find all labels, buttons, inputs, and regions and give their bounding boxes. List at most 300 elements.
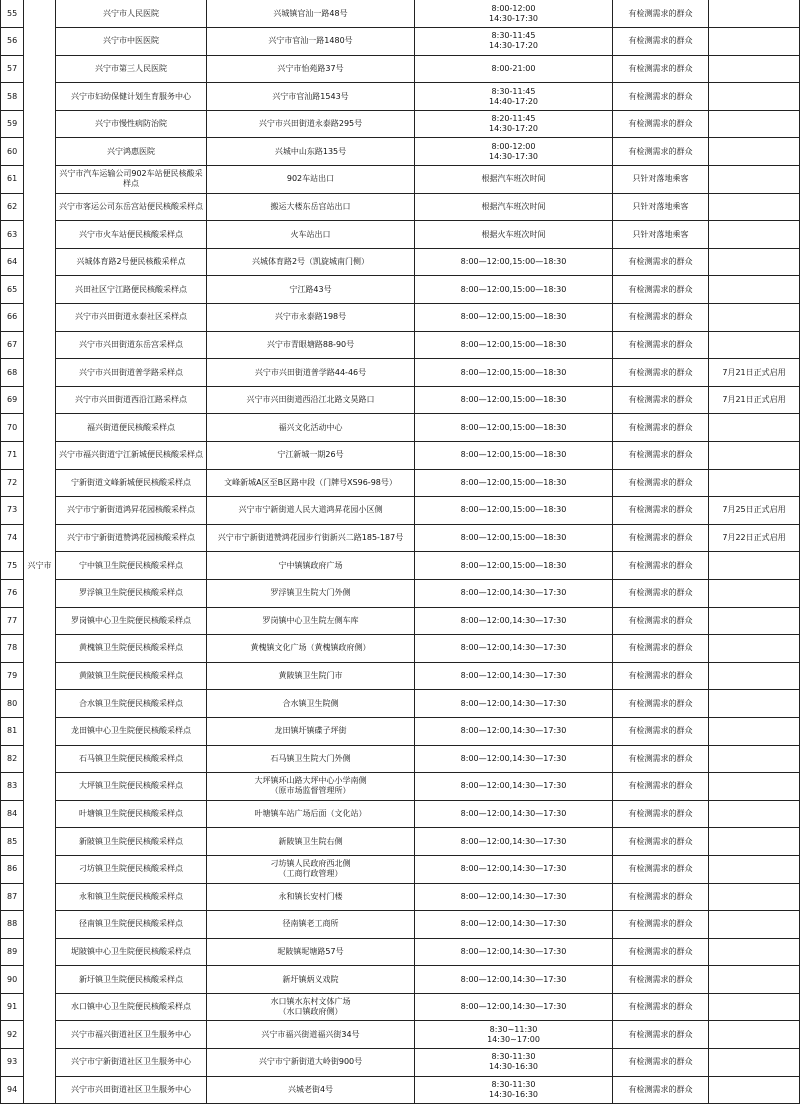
service-hours (415, 442, 613, 470)
time-line: 14:30~17:00 (487, 1034, 540, 1044)
service-hours (415, 83, 613, 111)
service-hours (415, 635, 613, 663)
time-line: 8:00—12:00,15:00—18:30 (460, 560, 567, 570)
time-line: 8:00—12:00,14:30—17:30 (460, 1002, 567, 1012)
remark (709, 662, 800, 690)
table-row (1, 55, 800, 83)
row-number: 86 (1, 855, 24, 883)
time-line: 8:00—12:00,15:00—18:30 (460, 533, 567, 543)
time-line: 8:00-21:00 (491, 63, 536, 73)
site-name: 兴宁市人民医院 (56, 0, 207, 28)
service-scope: 有检测需求的群众 (613, 773, 709, 801)
service-scope: 有检测需求的群众 (613, 276, 709, 304)
site-address: 宁江新城一期26号 (207, 442, 415, 470)
service-hours (415, 276, 613, 304)
row-number: 62 (1, 193, 24, 221)
city-cell (24, 497, 56, 525)
service-scope: 有检测需求的群众 (613, 55, 709, 83)
site-address (207, 855, 415, 883)
time-line: 8:00—12:00,14:30—17:30 (460, 836, 567, 846)
remark (709, 166, 800, 194)
table-row (1, 828, 800, 856)
service-scope: 有检测需求的群众 (613, 1021, 709, 1049)
time-line: 8:30-11:30 (491, 1079, 536, 1089)
service-scope: 有检测需求的群众 (613, 28, 709, 56)
time-line: 8:00—12:00,15:00—18:30 (460, 422, 567, 432)
city-cell (24, 911, 56, 939)
site-name: 合水镇卫生院便民核酸采样点 (56, 690, 207, 718)
service-scope: 有检测需求的群众 (613, 745, 709, 773)
service-hours (415, 110, 613, 138)
service-scope: 有检测需求的群众 (613, 304, 709, 332)
remark (709, 138, 800, 166)
city-cell (24, 773, 56, 801)
site-address: 石马镇卫生院大门外侧 (207, 745, 415, 773)
service-hours (415, 662, 613, 690)
city-cell (24, 83, 56, 111)
table-row (1, 83, 800, 111)
site-name: 兴宁市宁新街道社区卫生服务中心 (56, 1049, 207, 1077)
service-scope: 有检测需求的群众 (613, 690, 709, 718)
table-row (1, 1049, 800, 1077)
site-address: 黄陂镇卫生院门市 (207, 662, 415, 690)
site-name: 兴宁市宁新街道鸿昇花园核酸采样点 (56, 497, 207, 525)
city-cell (24, 469, 56, 497)
row-number: 76 (1, 579, 24, 607)
site-name: 兴宁市宁新街道赞鸿花园核酸采样点 (56, 524, 207, 552)
row-number: 82 (1, 745, 24, 773)
row-number: 56 (1, 28, 24, 56)
remark (709, 28, 800, 56)
table-row (1, 800, 800, 828)
row-number: 55 (1, 0, 24, 28)
remark (709, 828, 800, 856)
row-number: 61 (1, 166, 24, 194)
site-address: 兴城老街4号 (207, 1076, 415, 1104)
service-scope: 只针对落地乘客 (613, 193, 709, 221)
service-hours (415, 193, 613, 221)
time-line: 8:00—12:00,14:30—17:30 (460, 726, 567, 736)
remark (709, 717, 800, 745)
time-line: 8:00—12:00,15:00—18:30 (460, 450, 567, 460)
service-hours (415, 248, 613, 276)
time-line: 14:40-17:20 (489, 96, 538, 106)
remark (709, 690, 800, 718)
service-hours (415, 855, 613, 883)
site-address: 合水镇卫生院侧 (207, 690, 415, 718)
row-number: 71 (1, 442, 24, 470)
time-line: 8:00—12:00,14:30—17:30 (460, 698, 567, 708)
remark (709, 304, 800, 332)
service-hours (415, 469, 613, 497)
remark (709, 1049, 800, 1077)
row-number: 74 (1, 524, 24, 552)
service-scope: 有检测需求的群众 (613, 717, 709, 745)
remark (709, 83, 800, 111)
time-line: 8:00-12:00 (491, 141, 536, 151)
city-cell (24, 28, 56, 56)
table-row (1, 469, 800, 497)
service-scope: 有检测需求的群众 (613, 497, 709, 525)
table-row (1, 28, 800, 56)
site-name: 兴宁市慢性病防治院 (56, 110, 207, 138)
table-row (1, 883, 800, 911)
city-cell (24, 993, 56, 1021)
city-cell (24, 166, 56, 194)
table-row (1, 855, 800, 883)
city-cell (24, 0, 56, 28)
time-line: 14:30-16:30 (489, 1062, 538, 1072)
city-cell (24, 579, 56, 607)
site-address: 径南镇老工商所 (207, 911, 415, 939)
row-number: 70 (1, 414, 24, 442)
remark (709, 635, 800, 663)
service-scope: 有检测需求的群众 (613, 607, 709, 635)
service-scope: 有检测需求的群众 (613, 83, 709, 111)
time-line: 8:00—12:00,15:00—18:30 (460, 505, 567, 515)
site-name: 兴宁市福兴街道宁江新城便民核酸采样点 (56, 442, 207, 470)
site-address: 新陂镇卫生院右侧 (207, 828, 415, 856)
remark (709, 883, 800, 911)
site-name: 黄陂镇卫生院便民核酸采样点 (56, 662, 207, 690)
service-hours (415, 414, 613, 442)
site-name: 龙田镇中心卫生院便民核酸采样点 (56, 717, 207, 745)
row-number: 78 (1, 635, 24, 663)
site-address: 兴宁市青眼塘路88-90号 (207, 331, 415, 359)
service-hours (415, 690, 613, 718)
site-address: 兴宁市兴田街道西沿江北路文昊路口 (207, 386, 415, 414)
site-address: 兴宁市宁新街道人民大道鸿昇花园小区侧 (207, 497, 415, 525)
site-name: 永和镇卫生院便民核酸采样点 (56, 883, 207, 911)
service-hours (415, 883, 613, 911)
service-scope: 有检测需求的群众 (613, 828, 709, 856)
service-hours (415, 386, 613, 414)
service-hours (415, 717, 613, 745)
site-name: 坭陂镇中心卫生院便民核酸采样点 (56, 938, 207, 966)
service-hours (415, 138, 613, 166)
service-hours (415, 359, 613, 387)
service-scope: 有检测需求的群众 (613, 966, 709, 994)
remark (709, 911, 800, 939)
site-address: 902车站出口 (207, 166, 415, 194)
row-number: 59 (1, 110, 24, 138)
city-cell (24, 938, 56, 966)
row-number: 72 (1, 469, 24, 497)
city-cell (24, 745, 56, 773)
table-row (1, 552, 800, 580)
remark (709, 993, 800, 1021)
service-scope: 有检测需求的群众 (613, 414, 709, 442)
site-name: 兴宁市兴田街道西沿江路采样点 (56, 386, 207, 414)
site-name: 福兴街道便民核酸采样点 (56, 414, 207, 442)
row-number: 90 (1, 966, 24, 994)
service-scope: 有检测需求的群众 (613, 552, 709, 580)
time-line: 8:00—12:00,14:30—17:30 (460, 753, 567, 763)
row-number: 91 (1, 993, 24, 1021)
city-cell (24, 276, 56, 304)
row-number: 83 (1, 773, 24, 801)
time-line: 8:00—12:00,15:00—18:30 (460, 477, 567, 487)
time-line: 8:00—12:00,14:30—17:30 (460, 671, 567, 681)
row-number: 88 (1, 911, 24, 939)
site-name: 兴宁市妇幼保健计划生育服务中心 (56, 83, 207, 111)
time-line: 14:30-17:20 (489, 124, 538, 134)
city-cell (24, 442, 56, 470)
remark (709, 0, 800, 28)
service-hours (415, 966, 613, 994)
table-row (1, 221, 800, 249)
table-row (1, 276, 800, 304)
time-line: 8:00—12:00,15:00—18:30 (460, 367, 567, 377)
row-number: 77 (1, 607, 24, 635)
remark (709, 110, 800, 138)
service-hours (415, 1021, 613, 1049)
city-cell (24, 966, 56, 994)
service-scope: 有检测需求的群众 (613, 331, 709, 359)
time-line: 14:30-17:30 (489, 13, 538, 23)
service-scope: 有检测需求的群众 (613, 1049, 709, 1077)
remark: 7月21日正式启用 (709, 386, 800, 414)
site-address: 坭陂镇坭塘路57号 (207, 938, 415, 966)
site-name: 兴宁市兴田街道东岳宫采样点 (56, 331, 207, 359)
site-address: 新圩镇炳义戏院 (207, 966, 415, 994)
row-number: 87 (1, 883, 24, 911)
city-cell (24, 221, 56, 249)
address-line: （工商行政管理） (278, 869, 343, 879)
time-line: 8:30-11:45 (491, 86, 536, 96)
service-scope: 有检测需求的群众 (613, 662, 709, 690)
site-name: 兴宁市汽车运输公司902车站便民核酸采样点 (56, 166, 207, 194)
site-address: 龙田镇圩镇碟子坪街 (207, 717, 415, 745)
table-row (1, 1021, 800, 1049)
row-number: 81 (1, 717, 24, 745)
row-number: 65 (1, 276, 24, 304)
service-hours (415, 221, 613, 249)
city-cell (24, 607, 56, 635)
table-row (1, 0, 800, 28)
remark (709, 800, 800, 828)
time-line: 8:00-12:00 (491, 3, 536, 13)
time-line: 8:30-11:45 (491, 31, 536, 41)
time-line: 根据汽车班次时间 (481, 201, 546, 211)
city-cell (24, 110, 56, 138)
time-line: 8:00—12:00,14:30—17:30 (460, 643, 567, 653)
table-row (1, 497, 800, 525)
time-line: 8:00—12:00,14:30—17:30 (460, 809, 567, 819)
time-line: 14:30-17:30 (489, 151, 538, 161)
row-number: 57 (1, 55, 24, 83)
site-name: 新圩镇卫生院便民核酸采样点 (56, 966, 207, 994)
service-hours (415, 607, 613, 635)
row-number: 79 (1, 662, 24, 690)
service-hours (415, 828, 613, 856)
city-cell (24, 883, 56, 911)
time-line: 14:30-16:30 (489, 1089, 538, 1099)
table-row (1, 966, 800, 994)
table-row (1, 690, 800, 718)
table-row (1, 938, 800, 966)
city-cell (24, 386, 56, 414)
site-name: 石马镇卫生院便民核酸采样点 (56, 745, 207, 773)
site-address: 兴宁市官汕一路1480号 (207, 28, 415, 56)
time-line: 8:00—12:00,14:30—17:30 (460, 864, 567, 874)
row-number: 89 (1, 938, 24, 966)
city-cell (24, 1049, 56, 1077)
table-row (1, 110, 800, 138)
city-cell (24, 55, 56, 83)
service-hours (415, 911, 613, 939)
time-line: 8:00—12:00,14:30—17:30 (460, 588, 567, 598)
site-name: 水口镇中心卫生院便民核酸采样点 (56, 993, 207, 1021)
site-address (207, 773, 415, 801)
time-line: 8:30~11:30 (489, 1024, 538, 1034)
address-line: 水口镇水东村文体广场 (270, 997, 351, 1007)
time-line: 8:00—12:00,15:00—18:30 (460, 257, 567, 267)
service-scope: 有检测需求的群众 (613, 635, 709, 663)
city-cell (24, 635, 56, 663)
remark (709, 938, 800, 966)
city-cell (24, 1021, 56, 1049)
row-number: 58 (1, 83, 24, 111)
time-line: 根据汽车班次时间 (481, 174, 546, 184)
service-hours (415, 745, 613, 773)
service-scope: 只针对落地乘客 (613, 221, 709, 249)
city-cell (24, 1076, 56, 1104)
service-scope: 有检测需求的群众 (613, 138, 709, 166)
site-address: 黄槐镇文化广场（黄槐镇政府侧） (207, 635, 415, 663)
site-name: 兴田社区宁江路便民核酸采样点 (56, 276, 207, 304)
service-scope: 有检测需求的群众 (613, 938, 709, 966)
site-name: 黄槐镇卫生院便民核酸采样点 (56, 635, 207, 663)
row-number: 73 (1, 497, 24, 525)
service-scope: 有检测需求的群众 (613, 911, 709, 939)
service-hours (415, 166, 613, 194)
site-address: 兴城中山东路135号 (207, 138, 415, 166)
row-number: 80 (1, 690, 24, 718)
remark: 7月22日正式启用 (709, 524, 800, 552)
city-cell (24, 248, 56, 276)
city-cell (24, 690, 56, 718)
site-name: 兴宁鸿惠医院 (56, 138, 207, 166)
service-hours (415, 938, 613, 966)
remark (709, 414, 800, 442)
site-address: 兴宁市官汕路1543号 (207, 83, 415, 111)
site-address: 兴城镇官汕一路48号 (207, 0, 415, 28)
row-number: 63 (1, 221, 24, 249)
city-name: 兴宁市 (24, 552, 56, 580)
table-row (1, 607, 800, 635)
time-line: 8:00—12:00,14:30—17:30 (460, 946, 567, 956)
site-address: 兴宁市兴田街道永泰路295号 (207, 110, 415, 138)
site-name: 兴宁市兴田街道普学路采样点 (56, 359, 207, 387)
city-cell (24, 414, 56, 442)
service-scope: 有检测需求的群众 (613, 524, 709, 552)
remark (709, 55, 800, 83)
row-number: 84 (1, 800, 24, 828)
service-hours (415, 1076, 613, 1104)
time-line: 8:00—12:00,14:30—17:30 (460, 781, 567, 791)
row-number: 94 (1, 1076, 24, 1104)
city-cell (24, 717, 56, 745)
service-hours (415, 331, 613, 359)
remark (709, 248, 800, 276)
service-hours (415, 993, 613, 1021)
table-row (1, 579, 800, 607)
table-row (1, 524, 800, 552)
remark (709, 442, 800, 470)
service-hours (415, 0, 613, 28)
site-address: 罗浮镇卫生院大门外侧 (207, 579, 415, 607)
service-scope: 有检测需求的群众 (613, 855, 709, 883)
remark (709, 966, 800, 994)
site-name: 宁中镇卫生院便民核酸采样点 (56, 552, 207, 580)
row-number: 66 (1, 304, 24, 332)
row-number: 69 (1, 386, 24, 414)
service-scope: 只针对落地乘客 (613, 166, 709, 194)
site-address: 罗岗镇中心卫生院左侧车库 (207, 607, 415, 635)
row-number: 64 (1, 248, 24, 276)
time-line: 14:30-17:20 (489, 41, 538, 51)
city-cell (24, 304, 56, 332)
site-name: 罗浮镇卫生院便民核酸采样点 (56, 579, 207, 607)
city-cell (24, 800, 56, 828)
remark (709, 579, 800, 607)
site-name: 兴宁市火车站便民核酸采样点 (56, 221, 207, 249)
city-cell (24, 138, 56, 166)
table-row (1, 911, 800, 939)
service-hours (415, 55, 613, 83)
site-name: 罗岗镇中心卫生院便民核酸采样点 (56, 607, 207, 635)
service-hours (415, 28, 613, 56)
remark (709, 331, 800, 359)
service-hours (415, 773, 613, 801)
service-scope: 有检测需求的群众 (613, 883, 709, 911)
time-line: 8:00—12:00,14:30—17:30 (460, 891, 567, 901)
row-number: 67 (1, 331, 24, 359)
remark (709, 773, 800, 801)
row-number: 93 (1, 1049, 24, 1077)
service-hours (415, 800, 613, 828)
table-row (1, 442, 800, 470)
site-name: 兴宁市兴田街道社区卫生服务中心 (56, 1076, 207, 1104)
site-address: 永和镇长安村门楼 (207, 883, 415, 911)
city-cell (24, 662, 56, 690)
address-line: 大坪镇环山路大坪中心小学南侧 (254, 776, 367, 786)
site-address: 兴宁市宁新街道赞鸿花园步行街新兴二路185-187号 (207, 524, 415, 552)
site-name: 兴宁市福兴街道社区卫生服务中心 (56, 1021, 207, 1049)
remark (709, 1021, 800, 1049)
remark (709, 193, 800, 221)
time-line: 8:00—12:00,14:30—17:30 (460, 919, 567, 929)
table-row (1, 166, 800, 194)
address-line: （水口镇政府侧） (278, 1007, 343, 1017)
table-row (1, 1076, 800, 1104)
row-number: 85 (1, 828, 24, 856)
city-cell (24, 331, 56, 359)
table-row (1, 304, 800, 332)
table-row (1, 193, 800, 221)
site-address: 宁江路43号 (207, 276, 415, 304)
remark (709, 552, 800, 580)
table-row (1, 662, 800, 690)
service-scope: 有检测需求的群众 (613, 442, 709, 470)
site-address: 兴宁市兴田街道普学路44-46号 (207, 359, 415, 387)
city-cell (24, 193, 56, 221)
site-name: 兴城体育路2号便民核酸采样点 (56, 248, 207, 276)
service-scope: 有检测需求的群众 (613, 110, 709, 138)
service-scope: 有检测需求的群众 (613, 359, 709, 387)
remark (709, 745, 800, 773)
